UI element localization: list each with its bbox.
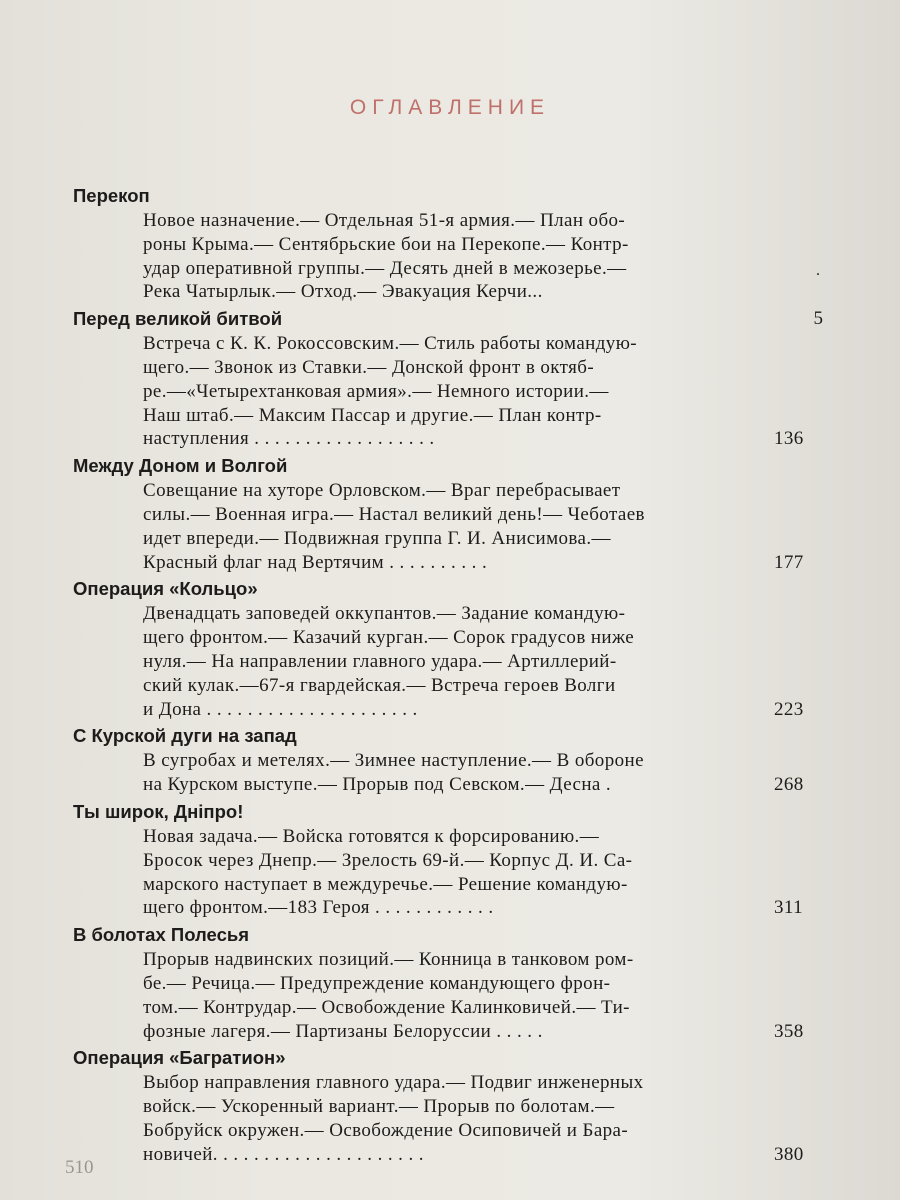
chapter-summary [143, 749, 804, 797]
summary-line: Бобруйск окружен.— Освобождение Осиповичей и Бара- [143, 1119, 629, 1141]
toc-chapter [73, 922, 833, 1043]
summary-line: марского наступает в междуречье.— Решение командую- [143, 873, 628, 895]
chapter-title-text: Ты широк, Днiпро! [73, 800, 244, 822]
summary-line: Новое назначение.— Отдельная 51-я армия.— План обо- [143, 210, 626, 231]
chapter-page-number: 268 [774, 774, 804, 796]
page-number: 510 [65, 1157, 94, 1178]
chapter-summary [143, 825, 803, 920]
summary-line: удар оперативной группы.— Десять дней в межозерье.— [143, 257, 627, 279]
summary-line: наступления . . . . . . . . . . . . . . . . . . 136 [143, 428, 804, 450]
summary-line: роны Крыма.— Сентябрьские бои на Перекопе.— Контр- [143, 233, 629, 255]
summary-line: Совещание на хуторе Орловском.— Враг перебрасывает [143, 480, 621, 502]
summary-line: бе.— Речица.— Предупреждение командующего фрон- [143, 972, 611, 994]
chapter-summary [143, 479, 804, 574]
toc-chapter [73, 576, 833, 721]
chapter-title [73, 723, 833, 749]
chapter-summary [143, 332, 804, 451]
chapter-title-text: Операция «Багратион» [73, 1047, 286, 1069]
summary-line: ский кулак.—67-я гвардейская.— Встреча героев Волги [143, 674, 616, 696]
chapter-title [73, 306, 833, 332]
page-title: ОГЛАВЛЕНИЕ [349, 96, 551, 119]
summary-line: силы.— Военная игра.— Настал великий день!— Чеботаев [143, 503, 645, 525]
summary-line: нуля.— На направлении главного удара.— Артиллерий- [143, 650, 617, 672]
summary-line: на Курском выступе.— Прорыв под Севском.— Десна . 268 [143, 774, 804, 796]
summary-line: Новая задача.— Войска готовятся к форсированию.— [143, 825, 600, 847]
chapter-title [73, 799, 833, 825]
chapter-title-text: Перекоп [73, 185, 150, 206]
chapter-title [73, 453, 833, 479]
chapter-title-text: Между Доном и Волгой [73, 455, 288, 477]
summary-line: Прорыв надвинских позиций.— Конница в танковом ром- [143, 949, 634, 971]
summary-line: и Дона . . . . . . . . . . . . . . . . . . . . . 223 [143, 698, 804, 720]
summary-line: щего фронтом.—183 Героя . . . . . . . . . . . . 311 [143, 897, 803, 919]
chapter-summary [143, 602, 804, 721]
chapter-page-number: 380 [774, 1143, 804, 1165]
summary-line: Выбор направления главного удара.— Подвиг инженерных [143, 1072, 644, 1094]
chapter-page-number: 223 [774, 698, 804, 720]
summary-line: В сугробах и метелях.— Зимнее наступление.— В обороне [143, 750, 644, 772]
summary-line: ре.—«Четырехтанковая армия».— Немного истории.— [143, 380, 609, 402]
summary-line: щего.— Звонок из Ставки.— Донской фронт в октяб- [143, 356, 595, 378]
toc-chapter [73, 306, 833, 451]
chapter-page-number: 136 [774, 428, 804, 450]
chapter-title [73, 922, 833, 948]
summary-line: щего фронтом.— Казачий курган.— Сорок градусов ниже [143, 627, 635, 649]
summary-line: Двенадцать заповедей оккупантов.— Задание командую- [143, 603, 626, 625]
toc-chapter [73, 799, 833, 920]
toc-chapter [73, 453, 833, 574]
edge-mark: . [816, 262, 820, 279]
chapter-title [73, 183, 833, 209]
chapter-title-text: Операция «Кольцо» [73, 578, 258, 600]
toc-chapter [73, 183, 833, 304]
toc-chapter [73, 723, 833, 797]
summary-line: Красный флаг над Вертячим . . . . . . . . . . 177 [143, 551, 804, 573]
chapter-title-text: С Курской дуги на запад [73, 725, 297, 747]
summary-line: Река Чатырлык.— Отход.— Эвакуация Керчи... [143, 281, 543, 303]
chapter-page-number: 177 [774, 551, 804, 573]
chapter-title [73, 1045, 833, 1071]
summary-line: войск.— Ускоренный вариант.— Прорыв по болотам.— [143, 1096, 615, 1118]
chapter-summary [143, 1071, 804, 1166]
chapter-title-text: Перед великой битвой [73, 308, 283, 330]
summary-line: Встреча с К. К. Рокоссовским.— Стиль работы командую- [143, 333, 638, 355]
chapter-page-number: 5 [813, 308, 823, 330]
summary-line: фозные лагеря.— Партизаны Белоруссии . . . . . 358 [143, 1020, 804, 1042]
summary-line: том.— Контрудар.— Освобождение Калинковичей.— Ти- [143, 996, 630, 1018]
table-of-contents [73, 183, 833, 1169]
chapter-page-number: 311 [774, 897, 803, 919]
chapter-summary [143, 209, 753, 304]
chapter-summary [143, 948, 804, 1043]
summary-line: новичей. . . . . . . . . . . . . . . . . . . . . 380 [143, 1143, 804, 1165]
chapter-page-number: 358 [774, 1020, 804, 1042]
summary-line: Бросок через Днепр.— Зрелость 69-й.— Корпус Д. И. Са- [143, 849, 633, 871]
summary-line: идет впереди.— Подвижная группа Г. И. Анисимова.— [143, 527, 611, 549]
chapter-title [73, 576, 833, 602]
toc-chapter [73, 1045, 833, 1166]
summary-line: Наш штаб.— Максим Пассар и другие.— План контр- [143, 404, 602, 426]
chapter-title-text: В болотах Полесья [73, 924, 250, 946]
